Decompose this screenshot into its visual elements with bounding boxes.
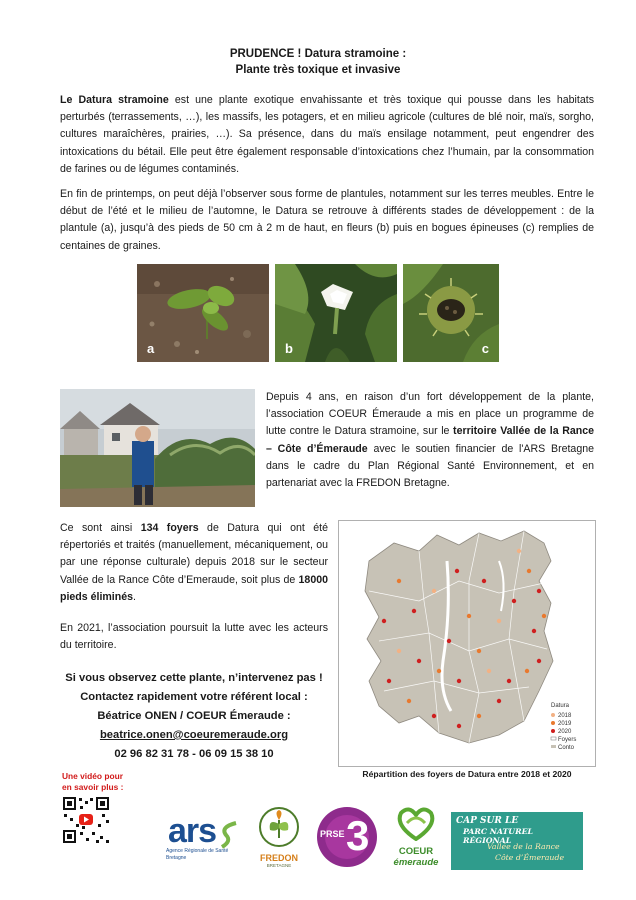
contact-email-link[interactable]: beatrice.onen@coeuremeraude.org	[99, 729, 289, 741]
photo-field-worker	[60, 389, 255, 507]
ars-swirl-icon	[218, 819, 242, 849]
intro-body: est une plante exotique envahissante et très toxique qui pousse dans les habitats perturbés (terrassements, …), les massifs, les potagers, et en milieu agricole (cultures de blé noir, maïs, sorgho, cultures maraîchères, prairies, …). Sa présence, dans du maïs ensilage notamment, peut engendrer des intoxications du bétail. Elle peut être également responsable d’intoxications chez l’humain, par la consommation de farines ou de légumes contaminés.	[60, 94, 594, 175]
legend-2019: 2019	[558, 721, 572, 727]
intro-paragraph	[60, 92, 594, 178]
flower-image	[275, 264, 397, 362]
fredon-logo: FREDON BRETAGNE	[250, 806, 308, 868]
cta-referent: Béatrice ONEN / COEUR Émeraude :	[97, 710, 291, 722]
legend-2018: 2018	[558, 713, 572, 719]
photo-label-a: a	[147, 341, 155, 356]
document-title	[0, 46, 636, 78]
photo-capsule	[403, 264, 499, 362]
territory-name: territoire Vallée de la Rance – Côte d’Émeraude	[266, 425, 594, 455]
contact-block	[60, 669, 328, 764]
map-caption: Répartition des foyers de Datura entre 2018 et 2020	[362, 769, 572, 779]
year-2021-paragraph: En 2021, l’association poursuit la lutte avec les acteurs du territoire.	[60, 622, 328, 652]
cta-contact: Contactez rapidement votre référent local :	[80, 691, 308, 703]
field-worker-image	[60, 389, 255, 507]
photo-label-b: b	[285, 341, 293, 356]
stats-paragraph: Ce sont ainsi 134 foyers de Datura qui ont été répertoriés et traités (manuellement, mécaniquement, ou par une réponse culturale) depuis 2018 sur le secteur Vallée de la Rance Côte d’Emeraude, soit plus de 18000 pieds éliminés.	[60, 522, 328, 603]
pieds-count: 18000 pieds éliminés	[60, 573, 328, 603]
parc-naturel-logo: CAP SUR LE PARC NATUREL RÉGIONAL Vallée de la Rance Côte d’Émeraude	[451, 812, 583, 870]
cta-warning: Si vous observez cette plante, n’intervenez pas !	[65, 672, 323, 684]
photo-label-c: c	[481, 341, 489, 356]
map-legend	[551, 703, 576, 751]
program-paragraph: Depuis 4 ans, en raison d’un fort développement de la plante, l’association COEUR Émeraude a mis en place un programme de lutte contre le Datura stramoine, sur le territoire Vallée de la Rance – Côte d’Émeraude avec le soutien financier de l'ARS Bretagne dans le cadre du Plan Régional Santé Environnement, et en partenariat avec la FREDON Bretagne.	[266, 391, 594, 490]
fredon-leaf-icon	[258, 806, 300, 848]
ars-logo: ars Agence Régionale de Santé Bretagne	[168, 815, 244, 869]
prse-logo: PRSE 3	[316, 806, 378, 868]
title-line-2: Plante très toxique et invasive	[235, 64, 401, 76]
legend-contour: Conto	[558, 745, 575, 751]
coeur-heart-icon	[393, 805, 439, 841]
map-image	[339, 521, 595, 766]
seedling-image	[137, 264, 269, 362]
growth-paragraph: En fin de printemps, on peut déjà l’observer sous forme de plantules, notamment sur les terres meubles. Entre le début de l’été et le milieu de l’automne, le Datura se retrouve à différents stades de développement : de la plantule (a), jusqu’à des pieds de 50 cm à 2 m de haut, en fleurs (b) puis en bogues épineuses (c) remplies de centaines de graines.	[60, 188, 594, 252]
intro-lead: Le Datura stramoine	[60, 94, 169, 106]
foyers-count: 134 foyers	[140, 522, 199, 534]
legend-title: Datura	[551, 703, 570, 709]
qr-code[interactable]	[62, 796, 110, 844]
legend-foyers: Foyers	[558, 737, 577, 743]
contact-phones: 02 96 82 31 78 - 06 09 15 38 10	[114, 748, 274, 760]
legend-2020: 2020	[558, 729, 572, 735]
photo-seedling	[137, 264, 269, 362]
distribution-map	[338, 520, 596, 767]
qr-code-icon	[62, 796, 110, 844]
photo-flower	[275, 264, 397, 362]
video-note: Une vidéo pour en savoir plus :	[62, 771, 124, 792]
coeur-emeraude-logo: COEUR émeraude	[386, 805, 446, 869]
title-line-1: PRUDENCE ! Datura stramoine :	[229, 48, 407, 60]
